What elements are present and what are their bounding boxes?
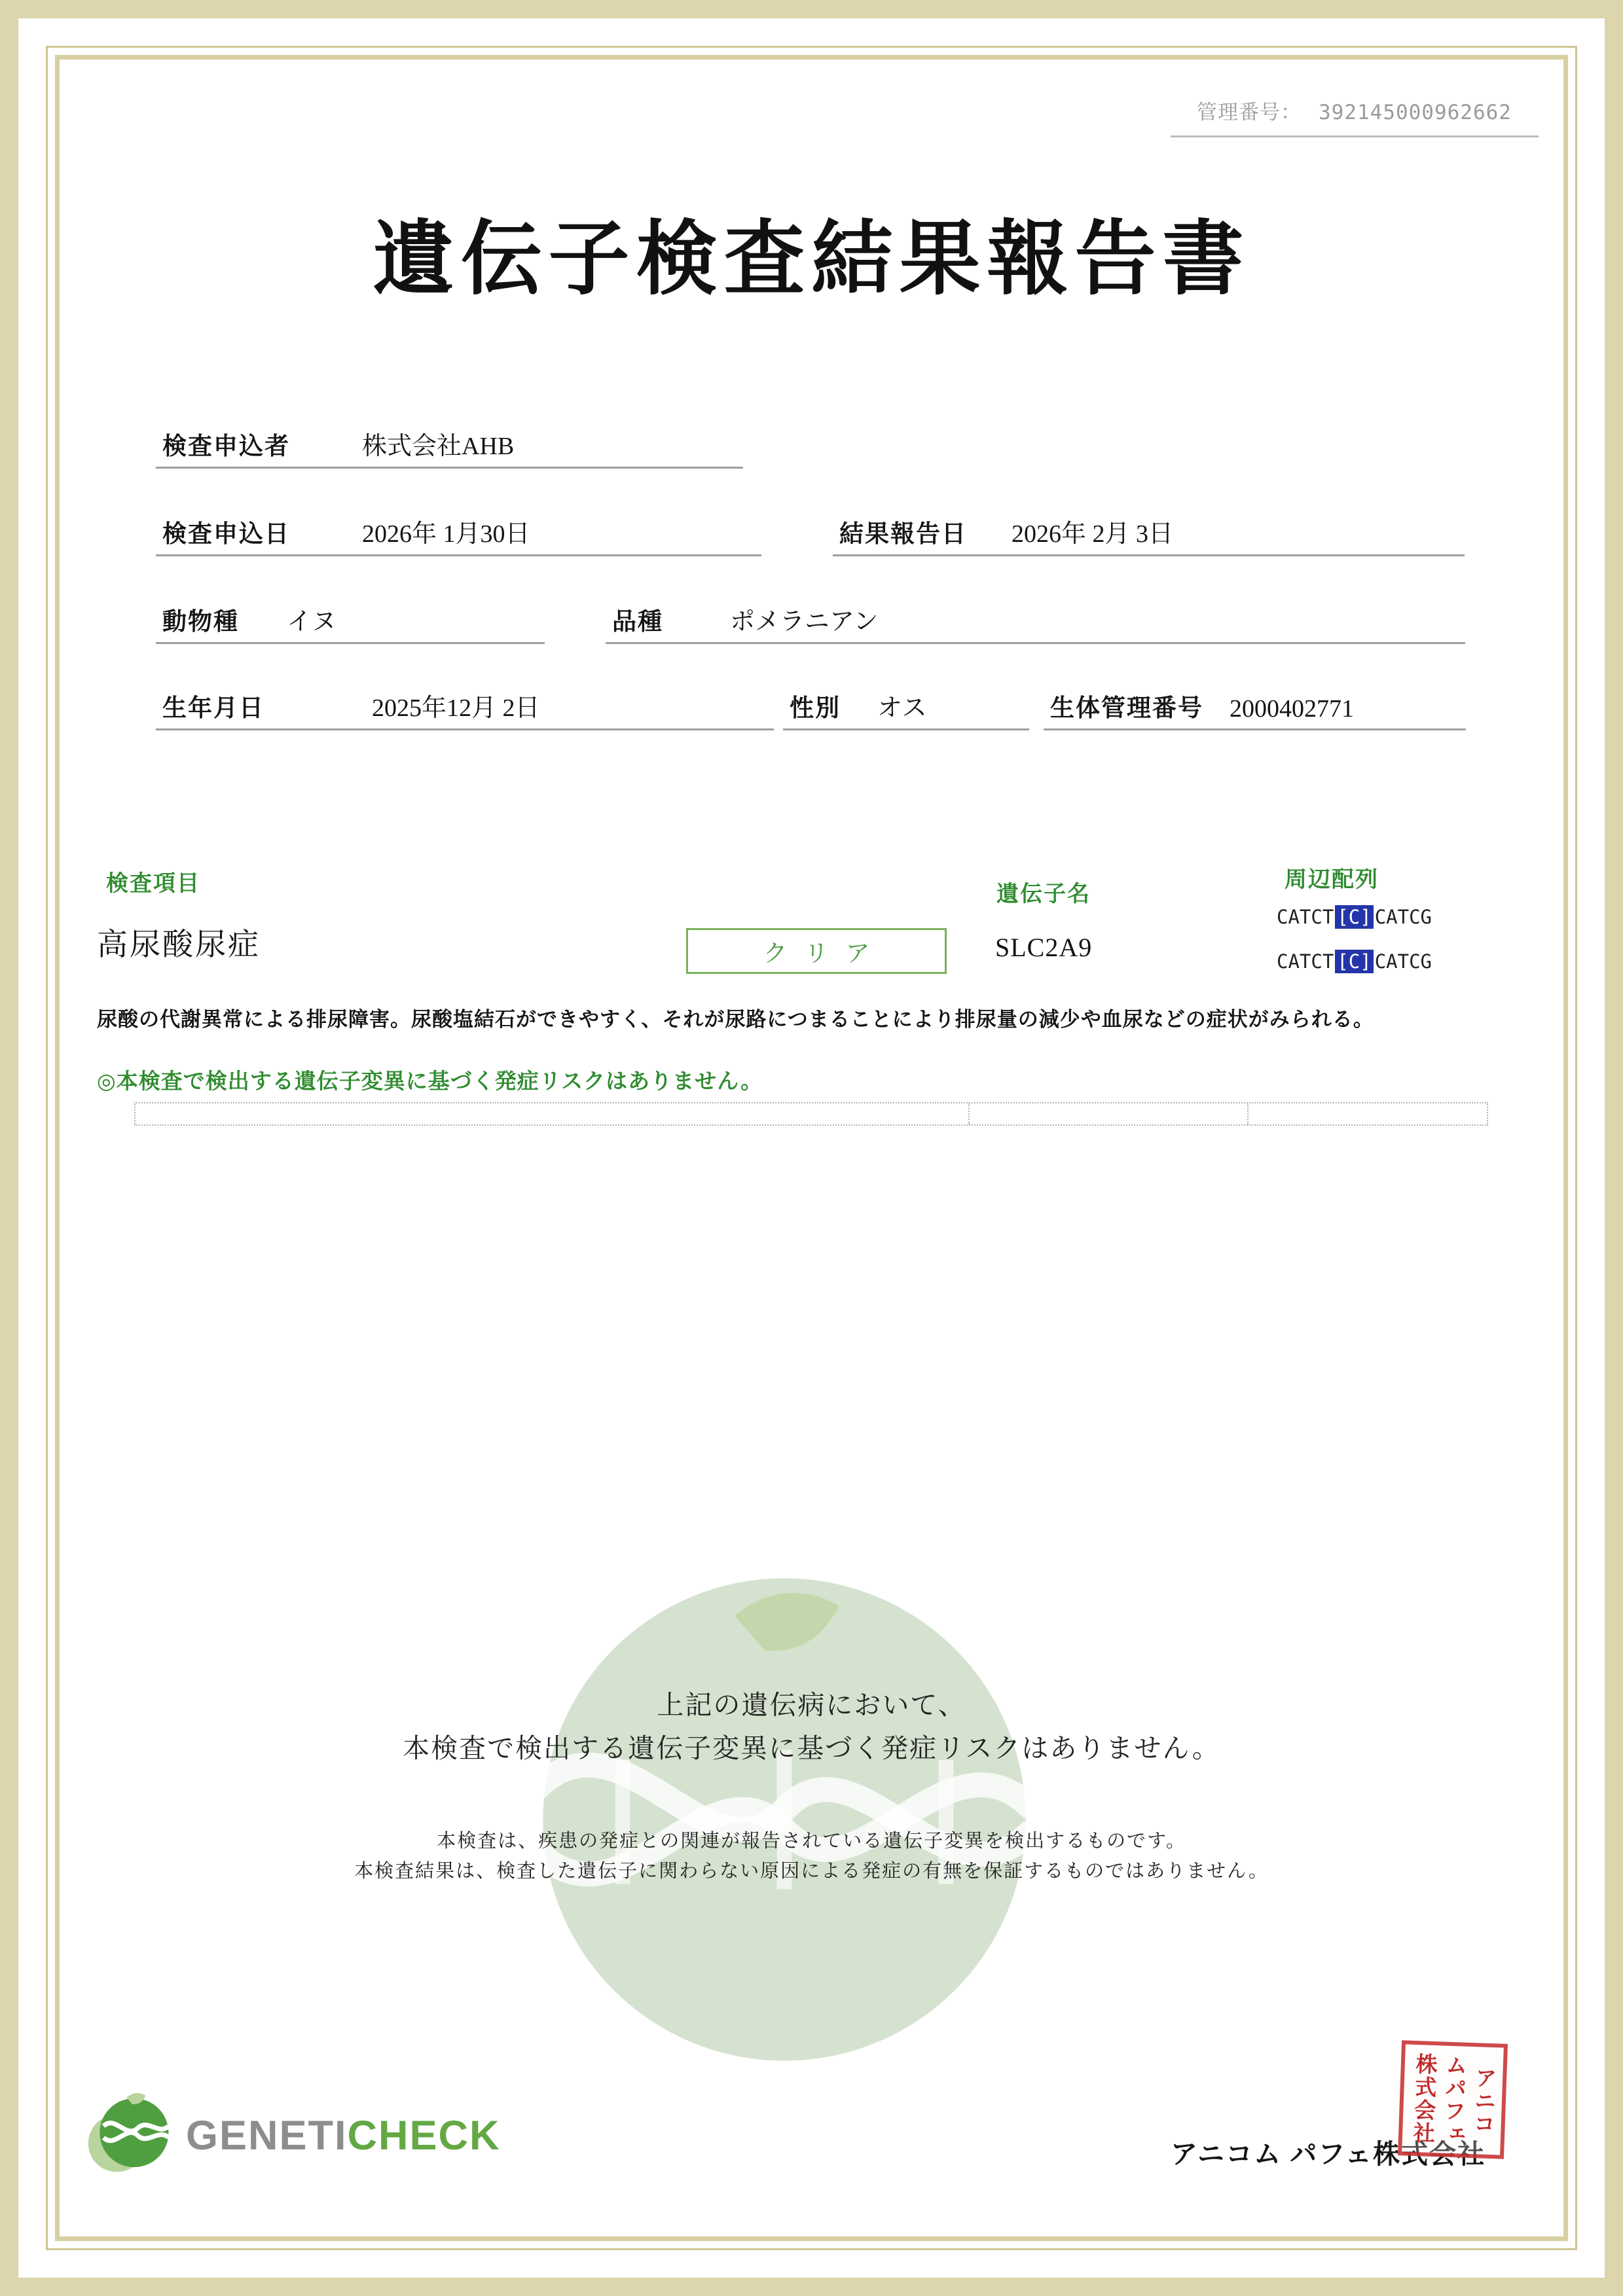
breed-value: ポメラニアン bbox=[730, 608, 879, 636]
summary-note-2: 本検査結果は、検査した遺伝子に関わらない原因による発症の有無を保証するものではありません。 bbox=[354, 1861, 1269, 1882]
result-status-text: クリア bbox=[763, 941, 887, 967]
field-birth-date bbox=[156, 687, 774, 730]
species-value: イヌ bbox=[287, 608, 337, 636]
seal-column-3: 株式会社 bbox=[1410, 2052, 1437, 2145]
field-breed bbox=[606, 601, 1465, 644]
sex-value: オス bbox=[877, 694, 927, 722]
sequence-line-2 bbox=[1277, 950, 1432, 973]
sequence-2-post: CATCG bbox=[1374, 950, 1432, 973]
summary-line-1: 上記の遺伝病において、 bbox=[657, 1690, 966, 1720]
field-animal-management-number bbox=[1044, 687, 1466, 730]
breed-label: 品種 bbox=[612, 609, 663, 636]
sex-label: 性別 bbox=[790, 695, 841, 722]
logo-text-geneti: GENETI bbox=[186, 2113, 348, 2159]
field-applicant bbox=[156, 425, 743, 469]
empty-table-row bbox=[134, 1102, 1488, 1126]
species-label: 動物種 bbox=[162, 609, 239, 636]
logo-text-check: CHECK bbox=[347, 2113, 501, 2159]
field-species bbox=[156, 601, 545, 644]
gene-name: SLC2A9 bbox=[995, 933, 1093, 962]
disease-description: 尿酸の代謝異常による排尿障害。尿酸塩結石ができやすく、それが尿路につまることにより排尿量の減少や血尿などの症状がみられる。 bbox=[97, 1008, 1374, 1031]
table-divider bbox=[1247, 1103, 1249, 1124]
report-date-value: 2026年 2月 3日 bbox=[1012, 520, 1174, 548]
column-header-gene-name: 遺伝子名 bbox=[996, 882, 1091, 906]
seal-column-1: アニコ bbox=[1470, 2066, 1497, 2136]
field-apply-date bbox=[156, 513, 761, 556]
page-title: 遺伝子検査結果報告書 bbox=[373, 215, 1250, 304]
geneticheck-logo-text bbox=[186, 2112, 501, 2159]
birth-date-value: 2025年12月 2日 bbox=[372, 694, 540, 722]
risk-note: ◎本検査で検出する遺伝子変異に基づく発症リスクはありません。 bbox=[97, 1070, 763, 1094]
sequence-2-allele: [C] bbox=[1335, 950, 1373, 973]
company-seal-stamp bbox=[1398, 2040, 1508, 2159]
animal-id-label: 生体管理番号 bbox=[1050, 695, 1203, 722]
apply-date-value: 2026年 1月30日 bbox=[362, 520, 530, 548]
field-sex bbox=[783, 687, 1029, 730]
company-name: アニコム パフェ株式会社 bbox=[1171, 2139, 1486, 2169]
result-status-box bbox=[686, 928, 947, 974]
column-header-sequence: 周辺配列 bbox=[1285, 868, 1379, 892]
geneticheck-logo-mark-icon bbox=[82, 2088, 178, 2183]
report-date-label: 結果報告日 bbox=[839, 521, 967, 548]
seal-column-2: ムパフェ bbox=[1440, 2053, 1467, 2146]
sequence-line-1 bbox=[1277, 906, 1432, 928]
sequence-1-allele: [C] bbox=[1335, 905, 1373, 929]
table-divider bbox=[968, 1103, 970, 1124]
birth-date-label: 生年月日 bbox=[162, 695, 264, 722]
field-report-date bbox=[833, 513, 1465, 556]
applicant-label: 検査申込者 bbox=[162, 433, 290, 460]
apply-date-label: 検査申込日 bbox=[162, 521, 290, 548]
sequence-1-pre: CATCT bbox=[1277, 906, 1334, 928]
management-number-label: 管理番号： bbox=[1197, 101, 1302, 124]
applicant-value: 株式会社AHB bbox=[362, 433, 515, 460]
geneticheck-logo bbox=[82, 2088, 501, 2183]
column-header-test-item: 検査項目 bbox=[106, 872, 200, 896]
dna-globe-watermark-icon bbox=[536, 1571, 1033, 2068]
sequence-2-pre: CATCT bbox=[1277, 950, 1334, 973]
summary-line-2: 本検査で検出する遺伝子変異に基づく発症リスクはありません。 bbox=[403, 1733, 1220, 1763]
disease-name: 高尿酸尿症 bbox=[97, 928, 261, 962]
animal-id-value: 2000402771 bbox=[1230, 695, 1354, 723]
management-number bbox=[1171, 96, 1539, 137]
summary-note-1: 本検査は、疾患の発症との関連が報告されている遺伝子変異を検出するものです。 bbox=[437, 1831, 1186, 1852]
management-number-value: 392145000962662 bbox=[1319, 101, 1512, 124]
sequence-1-post: CATCG bbox=[1374, 906, 1432, 928]
